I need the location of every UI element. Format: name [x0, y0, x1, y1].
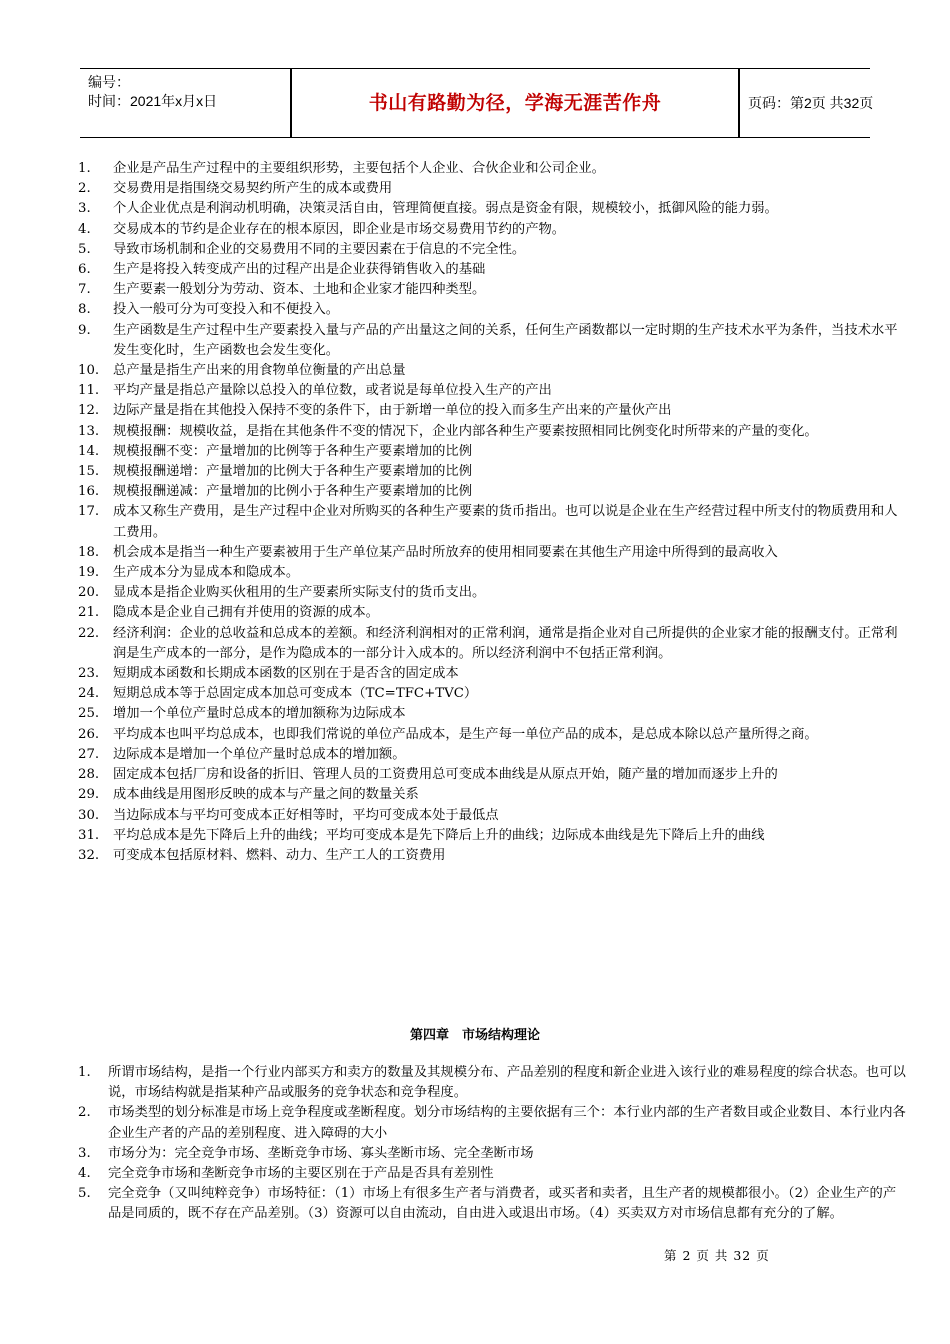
list-item: [78, 603, 906, 623]
list-item: [78, 442, 906, 462]
list-item-text: 完全竞争市场和垄断竞争市场的主要区别在于产品是否具有差别性: [108, 1166, 494, 1182]
list-item-number: 14.: [78, 443, 100, 459]
list-item: [78, 199, 906, 219]
list-item-number: 12.: [78, 403, 100, 419]
document-date: 时间：2021年x月x日: [88, 93, 218, 109]
page-footer: 第 2 页 共 32 页: [664, 1248, 770, 1263]
list-item: [78, 725, 906, 745]
list-item: [78, 361, 906, 381]
list-item-number: 21.: [78, 605, 100, 621]
list-item-text: 企业是产品生产过程中的主要组织形势，主要包括个人企业、合伙企业和公司企业。: [113, 161, 605, 176]
list-item: [78, 563, 906, 583]
list-item: [78, 684, 906, 704]
list-item-text: 边际产量是指在其他投入保持不变的条件下，由于新增一单位的投入而多生产出来的产量伙产出: [113, 403, 672, 419]
list-item-number: 16.: [78, 484, 100, 500]
list-item-text: 平均成本也叫平均总成本，也即我们常说的单位产品成本，是生产每一单位产品的成本，是总成本除以总产量所得之商。: [113, 726, 818, 742]
motto-text: 书山有路勤为径，学海无涯苦作舟: [368, 92, 662, 114]
list-item-number: 7.: [78, 282, 91, 298]
list-item-number: 23.: [78, 666, 100, 682]
list-item-text: 所谓市场结构，是指一个行业内部买方和卖方的数量及其规模分布、产品差别的程度和新企业进入该行业的难易程度的综合状态。也可以说，市场结构就是指某种产品或服务的竞争状态和竞争程度。: [108, 1065, 906, 1101]
list-item-number: 8.: [78, 302, 91, 318]
list-item-text: 生产是将投入转变成产出的过程产出是企业获得销售收入的基础: [113, 262, 486, 278]
list-item-number: 32.: [78, 847, 100, 863]
list-item-number: 30.: [78, 807, 100, 823]
list-item-number: 25.: [78, 706, 100, 722]
list-item-number: 19.: [78, 565, 100, 581]
list-item-text: 市场类型的划分标准是市场上竞争程度或垄断程度。划分市场结构的主要依据有三个：本行业内部的生产者数目或企业数目、本行业内各企业生产者的产品的差别程度、进入障碍的大小: [108, 1105, 906, 1141]
list-item-number: 2.: [78, 1105, 91, 1121]
list-item-number: 5.: [78, 1186, 91, 1202]
header-meta: [80, 69, 290, 137]
list-item: [78, 1144, 906, 1164]
list-item-text: 显成本是指企业购买伙租用的生产要素所实际支付的货币支出。: [113, 585, 486, 601]
list-item-text: 增加一个单位产量时总成本的增加额称为边际成本: [113, 706, 406, 722]
list-item: [78, 806, 906, 826]
list-item-text: 规模报酬递增：产量增加的比例大于各种生产要素增加的比例: [113, 464, 473, 480]
list-item-number: 31.: [78, 827, 100, 843]
list-item: [78, 826, 906, 846]
list-item-text: 个人企业优点是利润动机明确，决策灵活自由，管理简便直接。弱点是资金有限，规模较小，抵御风险的能力弱。: [113, 201, 778, 217]
list-item-number: 5.: [78, 241, 91, 257]
list-item-text: 平均总成本是先下降后上升的曲线；平均可变成本是先下降后上升的曲线；边际成本曲线是先下降后上升的曲线: [113, 827, 765, 843]
list-item: [78, 462, 906, 482]
list-item: [78, 745, 906, 765]
list-item-text: 规模报酬：规模收益，是指在其他条件不变的情况下，企业内部各种生产要素按照相同比例变化时所带来的产量的变化。: [113, 423, 818, 439]
document-number-label: 编号：: [88, 74, 130, 90]
list-item-number: 22.: [78, 625, 100, 641]
list-item-number: 11.: [78, 383, 100, 399]
list-item: [78, 1184, 906, 1224]
list-item: [78, 280, 906, 300]
list-item-number: 27.: [78, 746, 100, 762]
list-item-text: 交易费用是指围绕交易契约所产生的成本或费用: [113, 181, 393, 197]
list-item-text: 短期总成本等于总固定成本加总可变成本（TC=TFC+TVC）: [113, 686, 478, 702]
list-item-text: 规模报酬不变：产量增加的比例等于各种生产要素增加的比例: [113, 443, 473, 459]
definitions-list: [78, 159, 906, 866]
list-item-number: 3.: [78, 1145, 91, 1161]
list-item-text: 边际成本是增加一个单位产量时总成本的增加额。: [113, 746, 406, 762]
list-item: [78, 583, 906, 603]
chapter-title: 第四章 市场结构理论: [409, 1028, 540, 1043]
list-item: [78, 179, 906, 199]
list-item-text: 投入一般可分为可变投入和不便投入。: [113, 302, 340, 318]
list-item-number: 20.: [78, 585, 100, 601]
list-item: [78, 240, 906, 260]
list-item: [78, 159, 906, 179]
list-item-number: 2.: [78, 181, 91, 197]
list-item-text: 生产成本分为显成本和隐成本。: [113, 565, 300, 581]
list-item-text: 完全竞争（又叫纯粹竞争）市场特征：（1）市场上有很多生产者与消费者，或买者和卖者，且生产者的规模都很小。（2）企业生产的产品是同质的，既不存在产品差别。（3）资源可以自由流动，自由进入或退出市场。（4）买卖双方对市场信息都有充分的了解。: [108, 1186, 897, 1222]
list-item-text: 生产函数是生产过程中生产要素投入量与产品的产出量这之间的关系，任何生产函数都以一定时期的生产技术水平为条件，当技术水平发生变化时，生产函数也会发生变化。: [113, 322, 898, 358]
list-item-number: 1.: [78, 161, 91, 176]
list-item-text: 总产量是指生产出来的用食物单位衡量的产出总量: [113, 363, 406, 379]
list-item-text: 当边际成本与平均可变成本正好相等时，平均可变成本处于最低点: [113, 807, 499, 823]
list-item-text: 可变成本包括原材料、燃料、动力、生产工人的工资费用: [113, 847, 446, 863]
list-item-number: 26.: [78, 726, 100, 742]
header-page-info: 页码：第2页 共32页: [748, 95, 874, 111]
list-item-number: 17.: [78, 504, 100, 520]
list-item: [78, 765, 906, 785]
list-item: [78, 502, 906, 542]
list-item-number: 4.: [78, 221, 91, 237]
list-item-number: 6.: [78, 262, 91, 278]
list-item: [78, 300, 906, 320]
page-header: [80, 68, 874, 138]
header-motto-cell: [290, 69, 740, 137]
list-item-number: 3.: [78, 201, 91, 217]
list-item-text: 短期成本函数和长期成本函数的区别在于是否含的固定成本: [113, 666, 459, 682]
list-item-number: 9.: [78, 322, 91, 338]
list-item: [78, 543, 906, 563]
list-item-number: 13.: [78, 423, 100, 439]
list-item-number: 29.: [78, 787, 100, 803]
list-item-number: 28.: [78, 767, 100, 783]
list-item-text: 机会成本是指当一种生产要素被用于生产单位某产品时所放弃的使用相同要素在其他生产用途中所得到的最高收入: [113, 544, 778, 560]
list-item: [78, 220, 906, 240]
list-item-number: 15.: [78, 464, 100, 480]
list-item-number: 1.: [78, 1065, 91, 1080]
list-item-text: 生产要素一般划分为劳动、资本、土地和企业家才能四种类型。: [113, 282, 486, 298]
list-item: [78, 624, 906, 664]
list-item-text: 经济利润：企业的总收益和总成本的差额。和经济利润相对的正常利润，通常是指企业对自己所提供的企业家才能的报酬支付。正常利润是生产成本的一部分，是作为隐成本的一部分计入成本的。所以经济利润中不包括正常利润。: [113, 625, 898, 661]
market-structure-list: [78, 1063, 906, 1225]
list-item: [78, 1063, 906, 1103]
list-item-text: 成本曲线是用图形反映的成本与产量之间的数量关系: [113, 787, 419, 803]
list-item-text: 成本又称生产费用，是生产过程中企业对所购买的各种生产要素的货币指出。也可以说是企业在生产经营过程中所支付的物质费用和人工费用。: [113, 504, 898, 540]
list-item-text: 规模报酬递减：产量增加的比例小于各种生产要素增加的比例: [113, 484, 473, 500]
list-item: [78, 381, 906, 401]
list-item-number: 18.: [78, 544, 100, 560]
list-item: [78, 482, 906, 502]
list-item-text: 平均产量是指总产量除以总投入的单位数，或者说是每单位投入生产的产出: [113, 383, 552, 399]
list-item: [78, 785, 906, 805]
list-item-text: 交易成本的节约是企业存在的根本原因，即企业是市场交易费用节约的产物。: [113, 221, 566, 237]
list-item: [78, 321, 906, 361]
list-item-text: 市场分为：完全竞争市场、垄断竞争市场、寡头垄断市场、完全垄断市场: [108, 1145, 534, 1161]
list-item-number: 10.: [78, 363, 100, 379]
list-item-text: 固定成本包括厂房和设备的折旧、管理人员的工资费用总可变成本曲线是从原点开始，随产量的增加而逐步上升的: [113, 767, 778, 783]
list-item: [78, 260, 906, 280]
list-item: [78, 1164, 906, 1184]
list-item: [78, 846, 906, 866]
list-item-text: 隐成本是企业自己拥有并使用的资源的成本。: [113, 605, 379, 621]
list-item: [78, 1103, 906, 1143]
list-item-number: 24.: [78, 686, 100, 702]
list-item-number: 4.: [78, 1166, 91, 1182]
list-item-text: 导致市场机制和企业的交易费用不同的主要因素在于信息的不完全性。: [113, 241, 526, 257]
list-item: [78, 422, 906, 442]
list-item: [78, 664, 906, 684]
list-item: [78, 704, 906, 724]
list-item: [78, 401, 906, 421]
